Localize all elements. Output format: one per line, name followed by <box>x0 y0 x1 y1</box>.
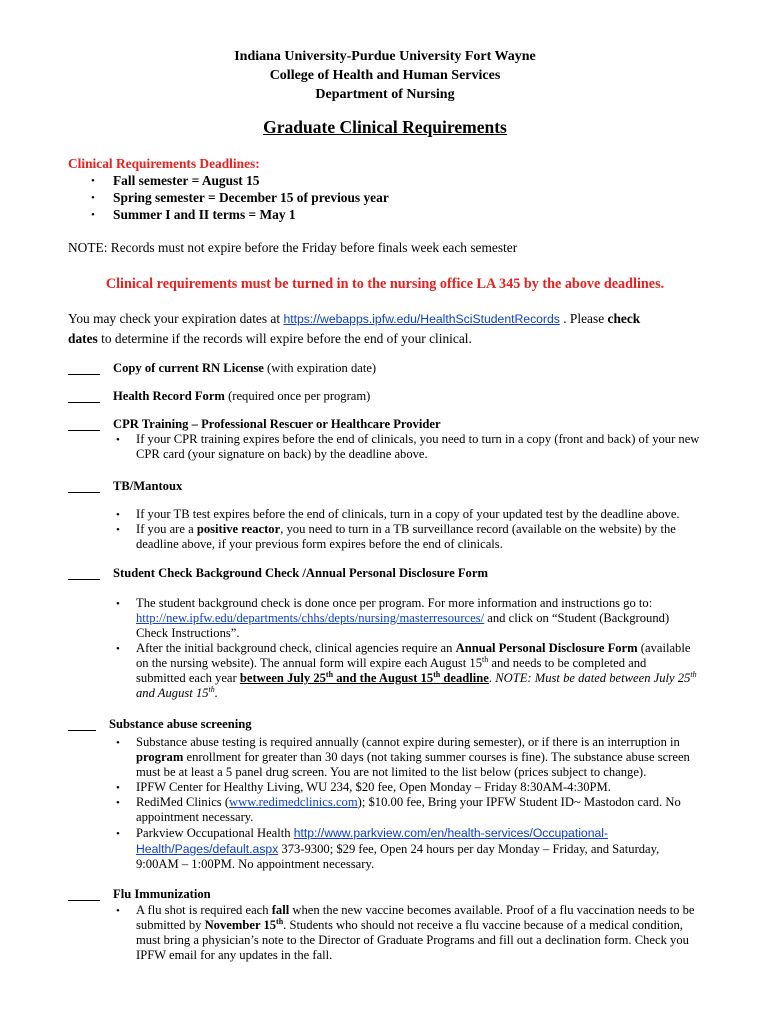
bullet-icon: • <box>116 737 120 749</box>
substance-bullet-3-line-2: appointment necessary. <box>136 810 254 824</box>
background-bullet-2: After the initial background check, clinical agencies require an Annual Personal Disclosure Form (available <box>136 641 691 655</box>
substance-bullet-3: RediMed Clinics (www.redimedclinics.com); $10.00 fee, Bring your IPFW Student ID~ Mastodon card. No <box>136 795 681 809</box>
substance-abuse-heading: Substance abuse screening <box>109 717 252 731</box>
substance-bullet-4-line-3: 9:00AM – 1:00PM. No appointment necessary. <box>136 857 375 871</box>
flu-bullet-1: A flu shot is required each fall when the new vaccine becomes available. Proof of a flu vaccination needs to be <box>136 903 695 917</box>
bullet-icon: • <box>116 828 120 840</box>
substance-bullet-1-line-3: must be at least a 5 panel drug screen. You are not limited to the list below (prices subject to change). <box>136 765 647 779</box>
cpr-bullet-line-2: CPR card (your signature on back) by the deadline above. <box>136 447 428 461</box>
flu-bullet-1-line-2: submitted by November 15th. Students who should not receive a flu vaccine because of a medical condition, <box>136 916 683 932</box>
health-record-item: Health Record Form (required once per program) <box>113 389 371 403</box>
background-bullet-2-line-4: and August 15th. <box>136 684 218 700</box>
deadline-spring: Spring semester = December 15 of previous year <box>113 190 389 205</box>
bullet-icon: • <box>116 434 120 446</box>
checkbox-line[interactable] <box>68 578 100 580</box>
cpr-training-heading: CPR Training – Professional Rescuer or Healthcare Provider <box>113 417 441 431</box>
background-check-heading: Student Check Background Check /Annual Personal Disclosure Form <box>113 566 488 580</box>
checkbox-line[interactable] <box>68 491 100 493</box>
tb-bullet-1: If your TB test expires before the end of clinicals, turn in a copy of your updated test by the deadline above. <box>136 507 680 521</box>
bullet-icon: • <box>116 797 120 809</box>
turn-in-notice: Clinical requirements must be turned in to the nursing office LA 345 by the above deadlines. <box>105 276 665 292</box>
checkbox-line[interactable] <box>68 899 100 901</box>
bullet-icon: • <box>91 192 95 204</box>
rn-license-item: Copy of current RN License (with expiration date) <box>113 361 377 375</box>
tb-bullet-2: If you are a positive reactor, you need to turn in a TB surveillance record (available on the website) by the <box>136 522 676 536</box>
college-name: College of Health and Human Services <box>269 68 501 83</box>
tb-mantoux-heading: TB/Mantoux <box>113 479 183 493</box>
flu-immunization-heading: Flu Immunization <box>113 887 211 901</box>
bullet-icon: • <box>116 643 120 655</box>
background-bullet-1: The student background check is done once per program. For more information and instructions go to: <box>136 596 653 610</box>
checkbox-line[interactable] <box>68 729 96 731</box>
substance-bullet-2: IPFW Center for Healthy Living, WU 234, $20 fee, Open Monday – Friday 8:30AM-4:30PM. <box>136 780 611 794</box>
deadline-fall: Fall semester = August 15 <box>113 173 260 188</box>
flu-bullet-1-line-3: must bring a physician’s note to the Director of Graduate Programs and fill out a declination form. Check you <box>136 933 689 947</box>
substance-bullet-4: Parkview Occupational Health http://www.parkview.com/en/health-services/Occupational- <box>136 826 609 840</box>
checkbox-line[interactable] <box>68 401 100 403</box>
bullet-icon: • <box>91 175 95 187</box>
background-bullet-1-line-3: Check Instructions”. <box>136 626 240 640</box>
bullet-icon: • <box>91 209 95 221</box>
page-title: Graduate Clinical Requirements <box>263 117 507 137</box>
bullet-icon: • <box>116 782 120 794</box>
records-link[interactable]: https://webapps.ipfw.edu/HealthSciStudentRecords <box>283 312 560 326</box>
parkview-link[interactable]: http://www.parkview.com/en/health-services/Occupational- <box>293 826 609 840</box>
deadline-summer: Summer I and II terms = May 1 <box>113 207 296 222</box>
checkbox-line[interactable] <box>68 429 100 431</box>
bullet-icon: • <box>116 524 120 536</box>
bullet-icon: • <box>116 509 120 521</box>
flu-bullet-1-line-4: IPFW email for any updates in the fall. <box>136 948 333 962</box>
background-bullet-1-line-2: http://new.ipfw.edu/departments/chhs/depts/nursing/masterresources/ and click on “Student (Background) <box>136 611 670 625</box>
substance-bullet-4-line-2: Health/Pages/default.aspx 373-9300; $29 fee, Open 24 hours per day Monday – Friday, and Saturday, <box>136 842 660 856</box>
check-line-1: You may check your expiration dates at https://webapps.ipfw.edu/HealthSciStudentRecords . Please check <box>68 311 641 326</box>
institution-name: Indiana University-Purdue University Fort Wayne <box>234 49 536 64</box>
parkview-link-continued[interactable]: Health/Pages/default.aspx <box>136 842 279 856</box>
substance-bullet-1-line-2: program enrollment for greater than 30 days (not taking summer courses is fine). The substance abuse screen <box>136 750 690 764</box>
background-bullet-2-line-2: on the nursing website). The annual form will expire each August 15th and needs to be completed and <box>136 654 647 670</box>
substance-bullet-1: Substance abuse testing is required annually (cannot expire during semester), or if there is an interruption in <box>136 735 680 749</box>
background-bullet-2-line-3: submitted each year between July 25th and the August 15th deadline. NOTE: Must be dated between July 25th <box>136 669 697 685</box>
bullet-icon: • <box>116 598 120 610</box>
department-name: Department of Nursing <box>315 87 455 102</box>
check-line-2: dates to determine if the records will expire before the end of your clinical. <box>68 331 472 346</box>
cpr-bullet-line-1: If your CPR training expires before the end of clinicals, you need to turn in a copy (front and back) of your new <box>136 432 700 446</box>
deadlines-heading: Clinical Requirements Deadlines: <box>68 156 260 171</box>
tb-bullet-2-line-2: deadline above, if your previous form expires before the end of clinicals. <box>136 537 503 551</box>
checkbox-line[interactable] <box>68 373 100 375</box>
bullet-icon: • <box>116 905 120 917</box>
expiration-note: NOTE: Records must not expire before the Friday before finals week each semester <box>68 240 518 255</box>
master-resources-link[interactable]: http://new.ipfw.edu/departments/chhs/depts/nursing/masterresources/ <box>136 611 485 625</box>
redimed-link[interactable]: www.redimedclinics.com <box>229 795 358 809</box>
